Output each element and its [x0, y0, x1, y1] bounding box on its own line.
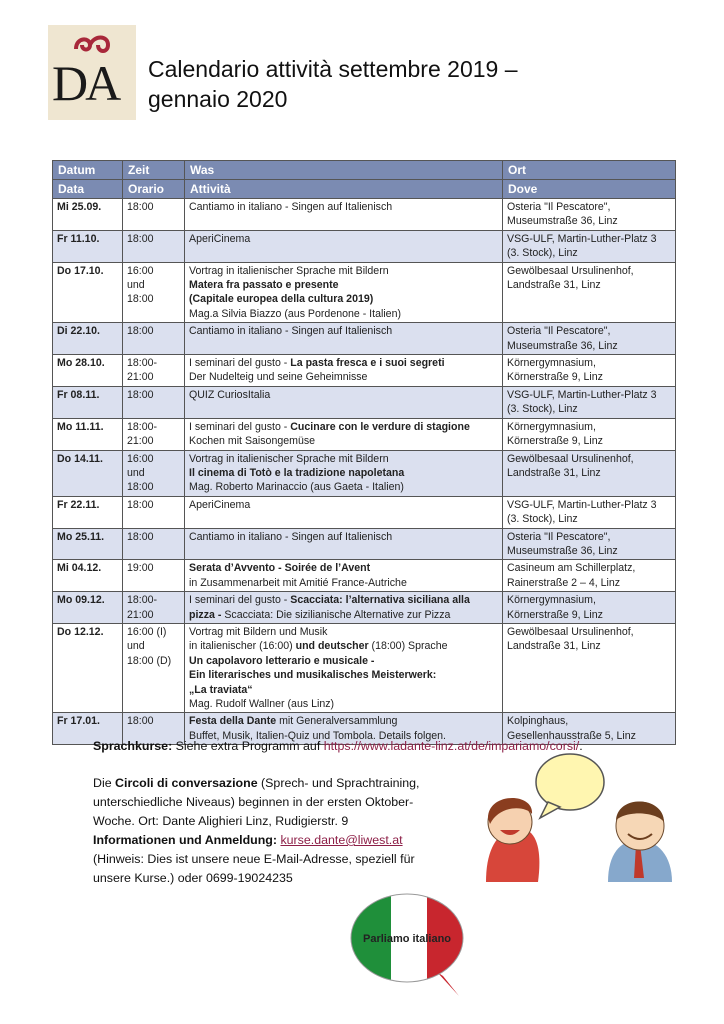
place-line: (3. Stock), Linz — [507, 403, 578, 416]
activity-line: Cantiamo in italiano - Singen auf Italienisch — [189, 201, 393, 213]
time-cell: 18:00 — [123, 496, 185, 528]
table-row — [53, 355, 676, 387]
place-line: Osteria "Il Pescatore", — [507, 530, 611, 543]
activity-line: Il cinema di Totò e la tradizione napoletana — [189, 466, 405, 479]
place-line: VSG-ULF, Martin-Luther-Platz 3 — [507, 388, 657, 401]
header-row-it — [53, 180, 676, 199]
header-cell: Dove — [503, 180, 676, 199]
time-cell: 18:00 — [123, 323, 185, 355]
activity-line: pizza - Scacciata: Die sizilianische Alternative zur Pizza — [189, 608, 451, 621]
activity-line: AperiCinema — [189, 498, 251, 511]
activity-line: Festa della Dante mit Generalversammlung — [189, 715, 398, 728]
place-cell — [503, 418, 676, 450]
place-line: Gewölbesaal Ursulinenhof, — [507, 264, 634, 277]
activity-line: Buffet, Musik, Italien-Quiz und Tombola. Details folgen. — [189, 729, 446, 742]
place-line: Körnerstraße 9, Linz — [507, 435, 603, 448]
place-cell — [503, 262, 676, 323]
activity-cell — [185, 386, 503, 418]
time-cell: 18:00- 21:00 — [123, 592, 185, 624]
place-line: VSG-ULF, Martin-Luther-Platz 3 — [507, 498, 657, 511]
place-cell — [503, 560, 676, 592]
date-cell: Mo 25.11. — [53, 528, 123, 560]
time-cell: 16:00 und 18:00 — [123, 450, 185, 496]
activity-cell — [185, 560, 503, 592]
place-line: VSG-ULF, Martin-Luther-Platz 3 — [507, 232, 657, 245]
activity-cell — [185, 623, 503, 712]
page-title: Calendario attività settembre 2019 – gennaio 2020 — [148, 56, 518, 112]
table-row — [53, 560, 676, 592]
activity-cell — [185, 323, 503, 355]
table-row — [53, 592, 676, 624]
place-line: (3. Stock), Linz — [507, 247, 578, 260]
activity-line: AperiCinema — [189, 232, 251, 245]
place-cell — [503, 355, 676, 387]
place-line: Gesellenhausstraße 5, Linz — [507, 729, 636, 742]
place-cell — [503, 199, 676, 231]
table-row — [53, 450, 676, 496]
time-cell: 18:00 — [123, 713, 185, 745]
sprachkurse-note: Sprachkurse: Siehe extra Programm auf https://www.ladante-linz.at/de/impariamo/corsi/. — [93, 739, 583, 753]
activity-line: Mag. Roberto Marinaccio (aus Gaeta - Italien) — [189, 481, 404, 494]
table-row — [53, 386, 676, 418]
table-row — [53, 623, 676, 712]
date-cell: Di 22.10. — [53, 323, 123, 355]
place-line: Casineum am Schillerplatz, — [507, 562, 636, 575]
date-cell: Mo 09.12. — [53, 592, 123, 624]
table-row — [53, 323, 676, 355]
chatting-people-illustration — [478, 752, 678, 882]
place-line: (3. Stock), Linz — [507, 513, 578, 526]
place-line: Landstraße 31, Linz — [507, 640, 601, 653]
header-cell: Orario — [123, 180, 185, 199]
date-cell: Mo 11.11. — [53, 418, 123, 450]
place-line: Museumstraße 36, Linz — [507, 544, 618, 557]
flag-text: Parliamo italiano — [362, 933, 452, 945]
activity-line: Cantiamo in italiano - Singen auf Italienisch — [189, 325, 393, 338]
activity-line: (Capitale europea della cultura 2019) — [189, 293, 374, 306]
activity-line: Mag.a Silvia Biazzo (aus Pordenone - Italien) — [189, 307, 401, 320]
activity-line: Ein literarisches und musikalisches Meisterwerk: — [189, 669, 437, 682]
email-link[interactable]: kurse.dante@liwest.at — [280, 833, 403, 847]
place-line: Körnerstraße 9, Linz — [507, 371, 603, 384]
date-cell: Do 17.10. — [53, 262, 123, 323]
date-cell: Mo 28.10. — [53, 355, 123, 387]
header-cell: Zeit — [123, 161, 185, 180]
circoli-note: Die Circoli di conversazione (Sprech- und Sprachtraining, unterschiedliche Niveaus) beginnen in der ersten Oktober-Woche. Ort: Dante Alighieri Linz, Rudigierstr. 9 Informationen und Anmeldung: kurse.dante@liwest.at (Hinweis: Dies ist unsere neue E-Mail-Adresse, speziell für unsere Kurse.) oder 0699-19024235 — [93, 776, 420, 885]
activity-line: Matera fra passato e presente — [189, 279, 339, 292]
place-line: Osteria "Il Pescatore", — [507, 325, 611, 338]
time-cell: 19:00 — [123, 560, 185, 592]
dante-logo — [48, 25, 136, 120]
activity-cell — [185, 592, 503, 624]
parliamo-italiano-bubble — [347, 888, 477, 1006]
logo-text: DA — [52, 55, 119, 111]
activity-line: Vortrag in italienischer Sprache mit Bildern — [189, 264, 389, 277]
time-cell: 18:00 — [123, 528, 185, 560]
place-line: Körnerstraße 9, Linz — [507, 608, 603, 621]
place-cell — [503, 623, 676, 712]
activity-line: Cantiamo in italiano - Singen auf Italienisch — [189, 530, 393, 543]
place-cell — [503, 528, 676, 560]
header-row-de — [53, 161, 676, 180]
date-cell: Do 14.11. — [53, 450, 123, 496]
activity-line: in italienischer (16:00) und deutscher (18:00) Sprache — [189, 640, 448, 653]
place-cell — [503, 450, 676, 496]
header-cell: Ort — [503, 161, 676, 180]
place-cell — [503, 323, 676, 355]
place-cell — [503, 386, 676, 418]
time-cell: 18:00- 21:00 — [123, 418, 185, 450]
date-cell: Fr 08.11. — [53, 386, 123, 418]
time-cell: 18:00- 21:00 — [123, 355, 185, 387]
date-cell: Fr 17.01. — [53, 713, 123, 745]
place-line: Osteria "Il Pescatore", — [507, 201, 611, 213]
activity-line: in Zusammenarbeit mit Amitié France-Autriche — [189, 576, 407, 589]
activity-cell — [185, 230, 503, 262]
activity-cell — [185, 450, 503, 496]
activity-line: I seminari del gusto - Cucinare con le verdure di stagione — [189, 420, 470, 433]
place-line: Kolpinghaus, — [507, 715, 569, 728]
activity-cell — [185, 199, 503, 231]
place-line: Landstraße 31, Linz — [507, 466, 601, 479]
place-line: Gewölbesaal Ursulinenhof, — [507, 625, 634, 638]
date-cell: Fr 22.11. — [53, 496, 123, 528]
table-row — [53, 230, 676, 262]
place-line: Gewölbesaal Ursulinenhof, — [507, 452, 634, 465]
time-cell: 18:00 — [123, 199, 185, 231]
date-cell: Do 12.12. — [53, 623, 123, 712]
place-line: Körnergymnasium, — [507, 420, 596, 433]
table-row — [53, 418, 676, 450]
table-row — [53, 496, 676, 528]
date-cell: Fr 11.10. — [53, 230, 123, 262]
activity-line: Serata d’Avvento - Soirée de l’Avent — [189, 562, 371, 575]
time-cell: 16:00 (I) und 18:00 (D) — [123, 623, 185, 712]
activity-line: Vortrag mit Bildern und Musik — [189, 625, 328, 638]
activity-line: I seminari del gusto - La pasta fresca e i suoi segreti — [189, 357, 445, 370]
place-cell — [503, 230, 676, 262]
place-cell — [503, 592, 676, 624]
header-cell: Was — [185, 161, 503, 180]
activity-cell — [185, 262, 503, 323]
activity-line: QUIZ CuriosItalia — [189, 388, 271, 401]
activity-line: I seminari del gusto - Scacciata: l’alternativa siciliana alla — [189, 594, 470, 607]
activity-line: Mag. Rudolf Wallner (aus Linz) — [189, 698, 335, 710]
header-cell: Datum — [53, 161, 123, 180]
place-line: Rainerstraße 2 – 4, Linz — [507, 576, 621, 589]
activity-cell — [185, 418, 503, 450]
activity-cell — [185, 355, 503, 387]
place-cell — [503, 496, 676, 528]
date-cell: Mi 25.09. — [53, 199, 123, 231]
time-cell: 18:00 — [123, 386, 185, 418]
place-line: Körnergymnasium, — [507, 357, 596, 370]
activity-line: Vortrag in italienischer Sprache mit Bildern — [189, 452, 389, 465]
header-cell: Data — [53, 180, 123, 199]
table-row — [53, 199, 676, 231]
activity-line: Un capolavoro letterario e musicale - — [189, 654, 375, 667]
date-cell: Mi 04.12. — [53, 560, 123, 592]
activity-cell — [185, 496, 503, 528]
time-cell: 18:00 — [123, 230, 185, 262]
table-row — [53, 262, 676, 323]
header-cell: Attività — [185, 180, 503, 199]
activity-line: Kochen mit Saisongemüse — [189, 435, 316, 448]
place-line: Körnergymnasium, — [507, 594, 596, 607]
activity-line: Der Nudelteig und seine Geheimnisse — [189, 371, 368, 384]
activity-cell — [185, 528, 503, 560]
courses-link[interactable]: https://www.ladante-linz.at/de/impariamo/corsi/ — [323, 739, 580, 753]
activity-line: „La traviata“ — [189, 683, 253, 696]
place-line: Museumstraße 36, Linz — [507, 339, 618, 352]
place-line: Landstraße 31, Linz — [507, 279, 601, 292]
table-row — [53, 528, 676, 560]
activity-table — [52, 160, 676, 745]
place-line: Museumstraße 36, Linz — [507, 215, 618, 228]
time-cell: 16:00 und 18:00 — [123, 262, 185, 323]
